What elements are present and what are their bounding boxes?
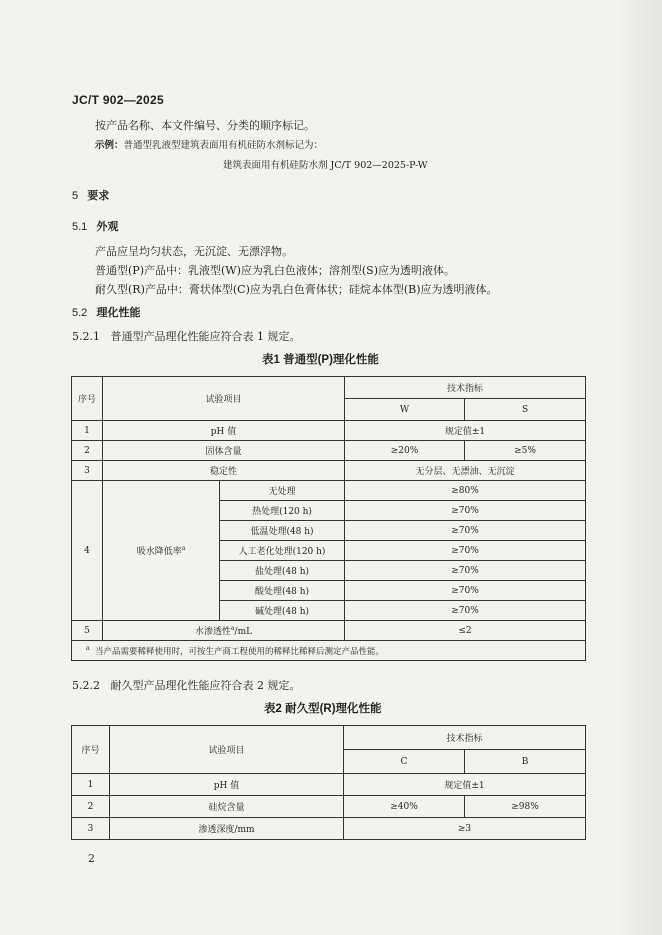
table-row <box>72 774 586 796</box>
table1-r5-val: ≤2 <box>345 621 586 641</box>
table1-r4-note-mark: a <box>181 545 186 552</box>
table1-header-spec: 技术指标 <box>345 377 586 399</box>
table1-r5-unit: /mL <box>234 627 253 637</box>
table2-r2-b: ≥98% <box>465 796 586 818</box>
table1-r2-item: 固体含量 <box>103 441 345 461</box>
table2-header-item: 试验项目 <box>110 726 344 774</box>
table1-r3-no: 3 <box>72 461 103 481</box>
table-row <box>72 481 586 501</box>
doc-header: JC/T 902—2025 <box>72 93 164 107</box>
table1-r4-val-4: ≥70% <box>345 561 586 581</box>
table2-header-spec: 技术指标 <box>344 726 586 750</box>
table1-r4-sub-1: 热处理(120 h) <box>220 501 345 521</box>
table1-r4-val-0: ≥80% <box>345 481 586 501</box>
table1-r4-sub-6: 碱处理(48 h) <box>220 601 345 621</box>
table-row <box>72 441 586 461</box>
section-5 <box>72 191 109 202</box>
section-5-1 <box>72 222 118 233</box>
clause-5-2-1-text: 普通型产品理化性能应符合表 1 规定。 <box>110 330 301 343</box>
table2-r1-no: 1 <box>72 774 110 796</box>
table2 <box>71 725 586 840</box>
example-line <box>95 141 323 151</box>
table1-r4-item <box>103 481 220 621</box>
section-5-1-title: 外观 <box>96 221 119 233</box>
table1-r4-val-5: ≥70% <box>345 581 586 601</box>
clause-5-2-2-num: 5.2.2 <box>72 679 100 692</box>
page-number: 2 <box>88 852 95 865</box>
table-row <box>72 421 586 441</box>
table1-r3-item: 稳定性 <box>103 461 345 481</box>
table1-r4-val-1: ≥70% <box>345 501 586 521</box>
table1-r2-no: 2 <box>72 441 103 461</box>
table-row <box>72 818 586 840</box>
table1-header-w: W <box>345 399 465 421</box>
table1-header-item: 试验项目 <box>103 377 345 421</box>
table1-r4-no: 4 <box>72 481 103 621</box>
table1-r4-item-text: 吸水降低率 <box>136 547 182 557</box>
table2-r2-no: 2 <box>72 796 110 818</box>
table2-header-c: C <box>344 750 465 774</box>
table2-header-b: B <box>465 750 586 774</box>
table2-caption: 表2 耐久型(R)理化性能 <box>264 703 382 715</box>
table1-r4-sub-3: 人工老化处理(120 h) <box>220 541 345 561</box>
section-5-2-num: 5.2 <box>72 307 88 319</box>
section-5-2-title: 理化性能 <box>96 307 141 319</box>
table1-header-no: 序号 <box>72 377 103 421</box>
table1-r5-note-mark: a <box>230 625 235 632</box>
table-row <box>72 796 586 818</box>
table2-r1-val: 规定值±1 <box>344 774 586 796</box>
table2-r2-item: 硅烷含量 <box>110 796 344 818</box>
section-5-1-num: 5.1 <box>72 221 88 233</box>
clause-5-2-1-num: 5.2.1 <box>72 330 100 343</box>
table1-r4-sub-2: 低温处理(48 h) <box>220 521 345 541</box>
table2-r2-c: ≥40% <box>344 796 465 818</box>
table1-r1-val: 规定值±1 <box>345 421 586 441</box>
table-row <box>72 621 586 641</box>
table1-r3-val: 无分层、无漂油、无沉淀 <box>345 461 586 481</box>
table2-r1-item: pH 值 <box>110 774 344 796</box>
table1 <box>71 376 586 661</box>
table1-r5-item-text: 水渗透性 <box>194 627 231 637</box>
table1-r4-val-2: ≥70% <box>345 521 586 541</box>
appearance-p1: 产品应呈均匀状态，无沉淀、无漂浮物。 <box>95 245 293 258</box>
appearance-p2: 普通型(P)产品中：乳液型(W)应为乳白色液体；溶剂型(S)应为透明液体。 <box>95 264 455 277</box>
example-mark: 建筑表面用有机硅防水剂 JC/T 902—2025-P-W <box>223 160 428 171</box>
table1-r5-no: 5 <box>72 621 103 641</box>
table1-r1-no: 1 <box>72 421 103 441</box>
table1-note-mark: a <box>86 644 90 652</box>
appearance-p3: 耐久型(R)产品中：膏状体型(C)应为乳白色膏体状；硅烷本体型(B)应为透明液体。 <box>95 283 498 296</box>
table1-r4-val-3: ≥70% <box>345 541 586 561</box>
table1-r5-item <box>103 621 345 641</box>
table2-r3-item: 渗透深度/mm <box>110 818 344 840</box>
table1-r4-sub-0: 无处理 <box>220 481 345 501</box>
section-5-num: 5 <box>72 190 79 202</box>
example-text: 普通型乳液型建筑表面用有机硅防水剂标记为： <box>123 140 324 151</box>
table-row <box>72 641 586 661</box>
scan-shadow <box>618 0 662 935</box>
intro-line: 按产品名称、本文件编号、分类的顺序标记。 <box>95 119 315 132</box>
table-row <box>72 461 586 481</box>
table1-r4-sub-4: 盐处理(48 h) <box>220 561 345 581</box>
table1-r2-s: ≥5% <box>465 441 586 461</box>
clause-5-2-2 <box>72 680 301 691</box>
example-label: 示例： <box>95 140 124 151</box>
section-5-2 <box>72 308 140 319</box>
table1-note <box>72 641 586 661</box>
clause-5-2-2-text: 耐久型产品理化性能应符合表 2 规定。 <box>110 679 301 692</box>
clause-5-2-1 <box>72 331 301 342</box>
table1-r1-item: pH 值 <box>103 421 345 441</box>
table1-r4-val-6: ≥70% <box>345 601 586 621</box>
table2-r3-no: 3 <box>72 818 110 840</box>
table2-header-no: 序号 <box>72 726 110 774</box>
table1-header-s: S <box>465 399 586 421</box>
table1-caption: 表1 普通型(P)理化性能 <box>262 354 379 366</box>
table1-note-text: 当产品需要稀释使用时，可按生产商工程使用的稀释比稀释后测定产品性能。 <box>94 646 384 657</box>
table1-r2-w: ≥20% <box>345 441 465 461</box>
table1-r4-sub-5: 酸处理(48 h) <box>220 581 345 601</box>
section-5-title: 要求 <box>87 190 110 202</box>
table2-r3-val: ≥3 <box>344 818 586 840</box>
